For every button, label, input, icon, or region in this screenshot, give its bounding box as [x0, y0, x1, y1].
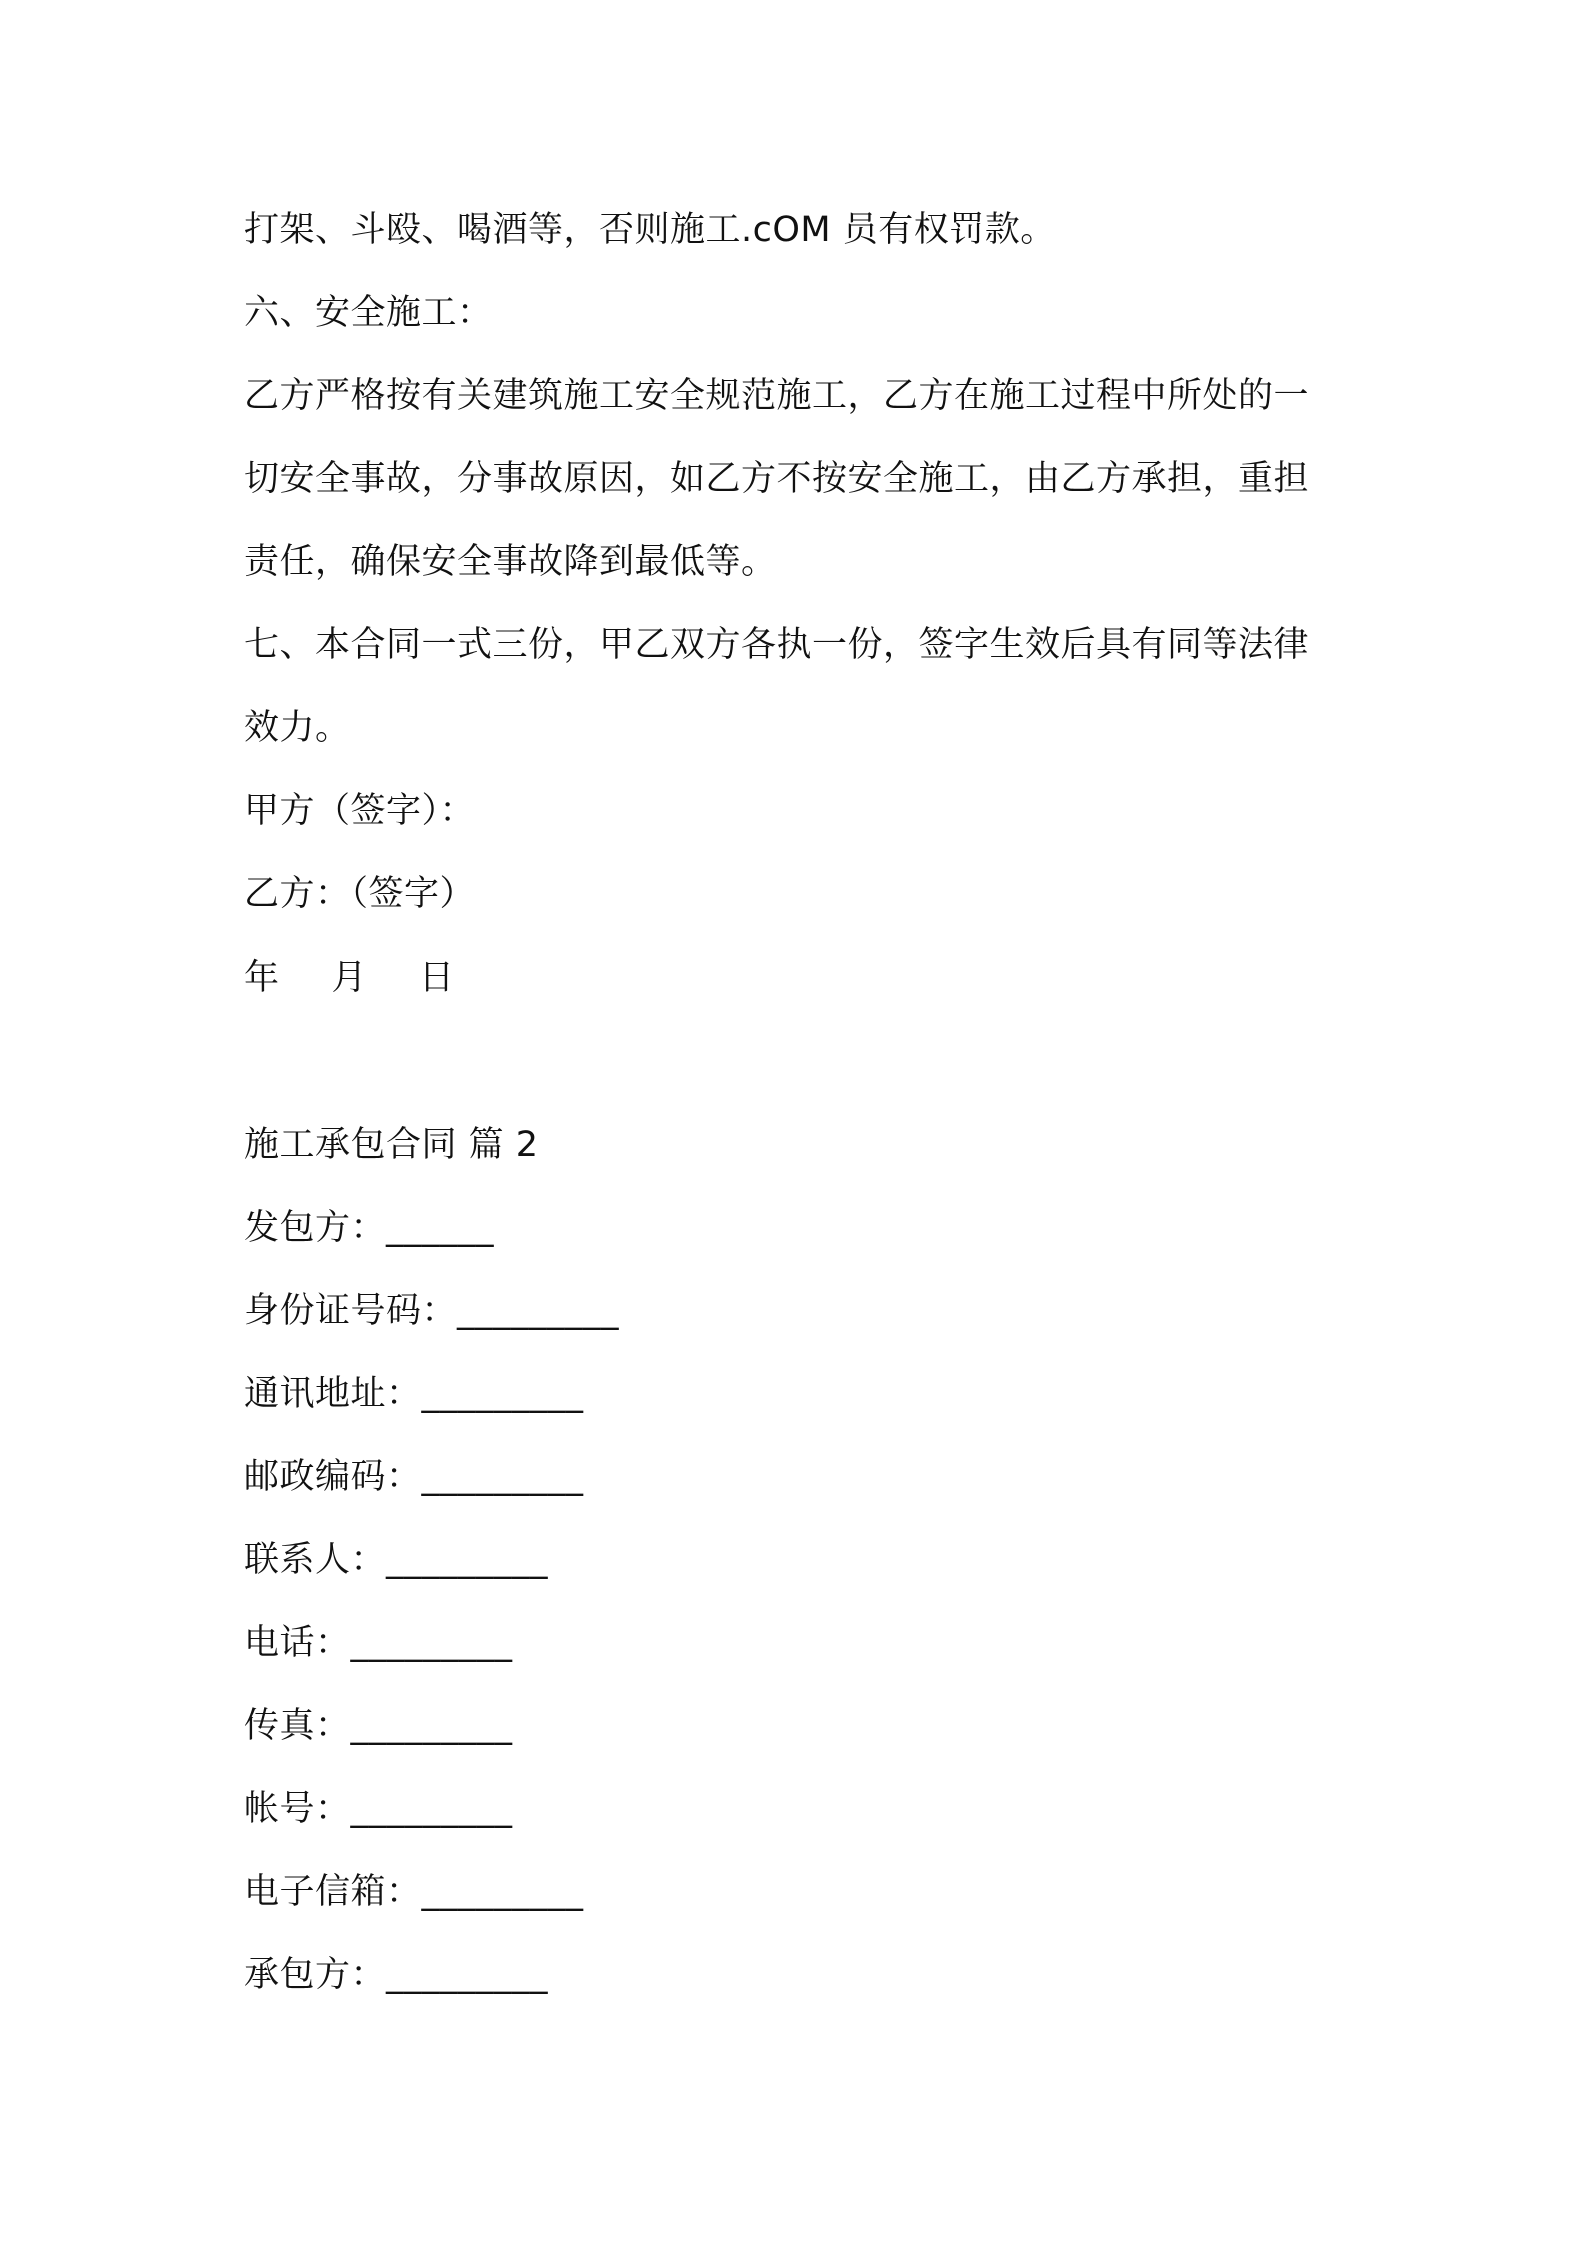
field-contact-person	[244, 1535, 548, 1585]
contract-title: 施工承包合同 篇 2	[244, 1125, 539, 1165]
text-line: 七、本合同一式三份，甲乙双方各执一份，签字生效后具有同等法律	[244, 625, 1310, 665]
field-blank: _________	[421, 1457, 584, 1497]
field-contractor	[244, 1950, 548, 2000]
field-blank: _________	[386, 1955, 549, 1995]
text-line: 责任，确保安全事故降到最低等。	[244, 542, 777, 582]
field-label: 承包方：	[244, 1955, 387, 1995]
field-label: 发包方：	[244, 1208, 387, 1248]
field-address	[244, 1369, 584, 1419]
field-label: 传真：	[244, 1706, 351, 1746]
field-postal-code	[244, 1452, 584, 1502]
field-blank: ______	[386, 1208, 495, 1248]
field-email	[244, 1867, 584, 1917]
field-id-number	[244, 1286, 619, 1336]
field-label: 帐号：	[244, 1789, 351, 1829]
party-b-signature: 乙方：（签字）	[244, 874, 476, 914]
field-blank: _________	[386, 1540, 549, 1580]
field-account	[244, 1784, 513, 1834]
field-label: 电话：	[244, 1623, 351, 1663]
field-phone	[244, 1618, 513, 1668]
field-label: 身份证号码：	[244, 1291, 458, 1331]
field-blank: _________	[421, 1872, 584, 1912]
date-month: 月	[331, 958, 368, 998]
field-blank: _________	[350, 1623, 513, 1663]
text-line: 乙方严格按有关建筑施工安全规范施工，乙方在施工过程中所处的一	[244, 376, 1310, 416]
text-line: 切安全事故，分事故原因，如乙方不按安全施工，由乙方承担，重担	[244, 459, 1310, 499]
field-label: 电子信箱：	[244, 1872, 422, 1912]
field-blank: _________	[457, 1291, 620, 1331]
field-fax	[244, 1701, 513, 1751]
section-heading-safety: 六、安全施工：	[244, 293, 493, 333]
date-day: 日	[419, 958, 455, 998]
party-a-signature: 甲方（签字）：	[244, 791, 476, 831]
field-label: 邮政编码：	[244, 1457, 422, 1497]
field-label: 通讯地址：	[244, 1374, 422, 1414]
text-line: 效力。	[244, 708, 351, 748]
field-employer	[244, 1203, 494, 1253]
field-blank: _________	[421, 1374, 584, 1414]
date-line	[244, 953, 455, 1003]
field-blank: _________	[350, 1789, 513, 1829]
text-line: 打架、斗殴、喝酒等，否则施工.cOM 员有权罚款。	[244, 210, 1056, 250]
field-label: 联系人：	[244, 1540, 387, 1580]
date-year: 年	[244, 958, 280, 998]
field-blank: _________	[350, 1706, 513, 1746]
